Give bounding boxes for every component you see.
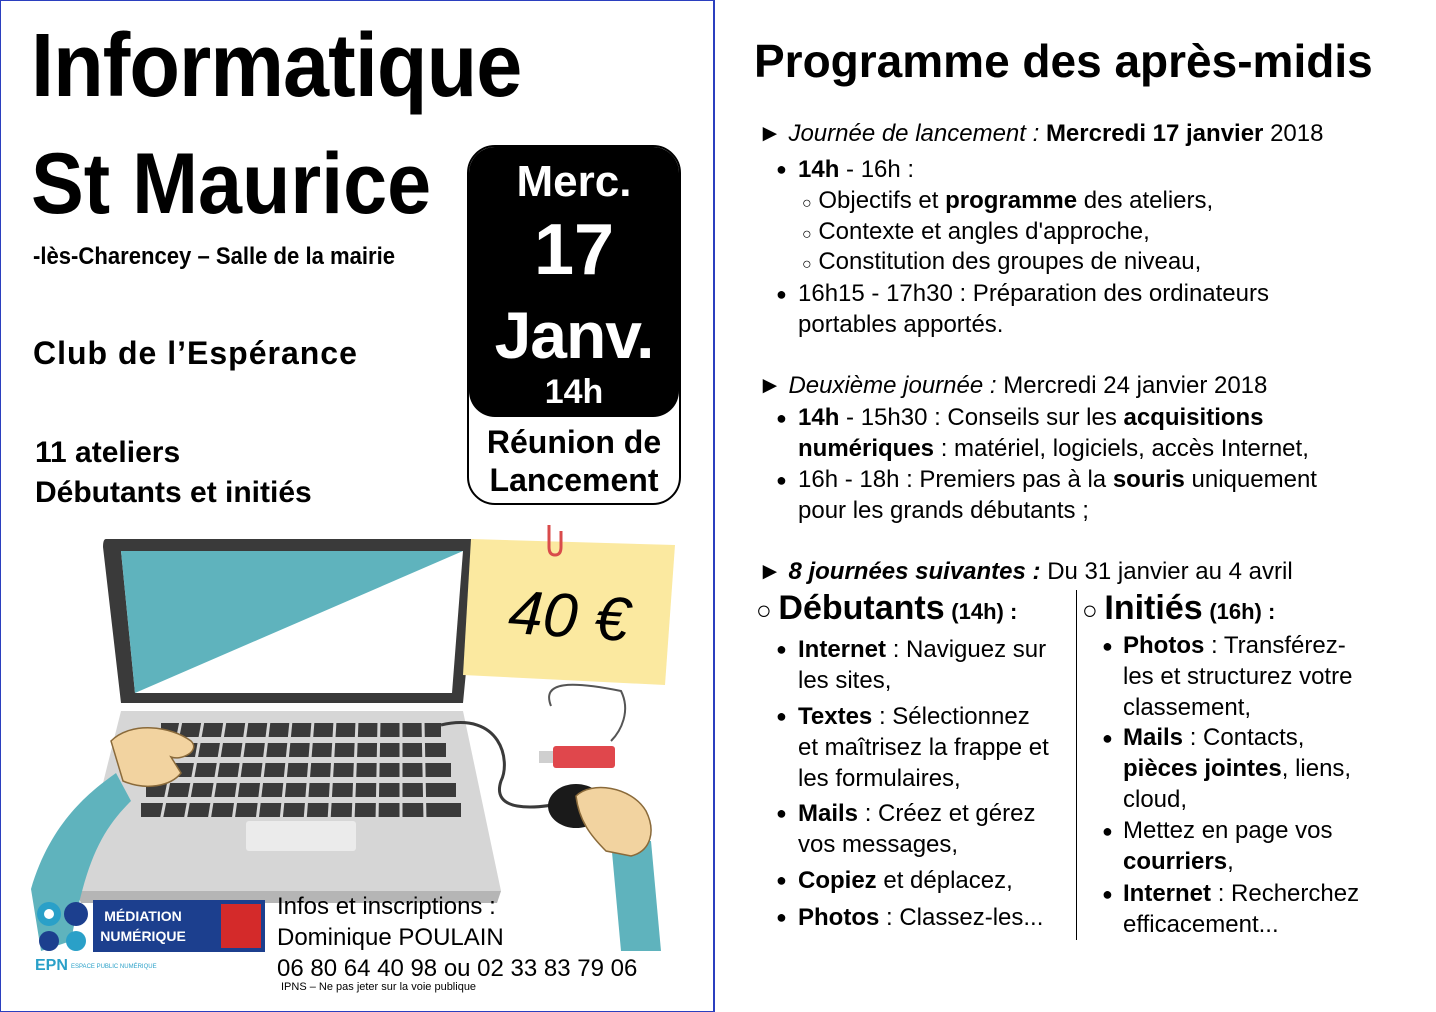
circle-bullet-icon: ○ [802,256,812,273]
right-page [718,0,1436,1012]
bullet-icon: ● [1102,884,1113,904]
left-page [0,0,715,1012]
s2-item1-mid: - 15h30 : Conseils sur les [846,404,1117,431]
init-item-bold: Internet [1123,880,1212,907]
section1-year: 2018 [1270,120,1324,147]
deb-item-internet [798,634,1046,696]
deb-item-textes [798,701,1049,794]
s2-item2-line2: pour les grands débutants ; [798,497,1089,524]
init-item-text: les et structurez votre [1123,663,1353,690]
inities-time: (16h) : [1209,599,1276,624]
bullet-icon: ● [776,870,787,890]
section1-header [758,118,1323,149]
event-line1: Réunion de [486,424,662,460]
init-item-mettez [1123,815,1332,877]
s1-item1-bold: 14h [798,156,840,183]
init-item-text: , liens, [1281,755,1352,782]
ateliers-line1: 11 ateliers [35,436,181,469]
bullet-icon: ● [1102,728,1113,748]
deb-item-text: les sites, [798,667,892,694]
section2-header [758,370,1267,401]
init-item-bold: Mails [1123,724,1184,751]
deb-item-text: : Naviguez sur [892,636,1047,663]
deb-item-bold: Copiez [798,867,877,894]
town-title: St Maurice [31,136,432,232]
section2-label: Deuxième journée : [788,372,997,399]
epn-sub: ESPACE PUBLIC NUMÉRIQUE [71,964,157,970]
date-month: Janv. [494,298,654,372]
region-flag-icon [221,904,261,948]
inities-title: Initiés [1104,589,1203,627]
s2-item2-post: uniquement [1191,466,1317,493]
column-divider [1076,590,1077,940]
s2-item1-l2-rest: : matériel, logiciels, accès Internet, [940,435,1309,462]
s2-item1-bold: 14h [798,404,840,431]
s1-sub2-text: Contexte et angles d'approche, [818,218,1150,245]
usb-cord [549,685,625,741]
arrow-icon: ► [758,558,782,585]
right-hand [576,788,651,856]
deb-item-text: et maîtrisez la frappe et [798,734,1049,761]
init-item-text: efficacement... [1123,911,1279,938]
init-item-text: : Recherchez [1217,880,1360,907]
bullet-icon: ● [776,470,787,490]
debutants-time: (14h) : [951,599,1018,624]
usb-plug [539,751,553,763]
deb-item-text: : Créez et gérez [864,800,1036,827]
circle-bullet-icon: ○ [802,226,812,243]
s1-item2 [798,278,1269,340]
bullet-icon: ● [776,639,787,659]
init-item-text: : Contacts, [1189,724,1305,751]
ipns-note: IPNS – Ne pas jeter sur la voie publique [281,981,477,993]
s2-item2 [798,464,1317,526]
s1-item2-line1: 16h15 - 17h30 : Préparation des ordinateurs [798,280,1269,307]
init-item-text: , [1227,848,1234,875]
init-item-bold: pièces jointes [1123,755,1282,782]
deb-item-text: vos messages, [798,831,959,858]
date-box [467,145,681,505]
section3-header [758,556,1293,587]
usb-key [553,746,615,768]
price-sticky-note [463,525,675,685]
date-number: 17 [533,210,615,290]
ateliers-text [35,433,312,513]
date-hour: 14h [544,373,604,411]
circle-bullet-icon: ○ [756,595,772,625]
deb-item-bold: Mails [798,800,859,827]
deb-item-bold: Internet [798,636,887,663]
init-item-text: cloud, [1123,786,1188,813]
deb-item-mails [798,798,1035,860]
s1-sub2 [802,216,1150,250]
bullet-icon: ● [776,284,787,304]
s2-item2-bold: souris [1112,466,1185,493]
deb-item-copiez [798,865,1013,896]
price-text: 40 € [506,577,632,656]
s1-sub1-bold: programme [945,187,1078,214]
s2-item1 [798,402,1309,464]
init-item-internet [1123,878,1359,940]
debutants-title: Débutants [778,589,945,627]
init-item-mails [1123,722,1351,815]
s1-sub1-pre: Objectifs et [818,187,939,214]
s1-sub1-post: des ateliers, [1083,187,1214,214]
event-line2: Lancement [489,462,659,498]
section3-label: 8 journées suivantes : [788,558,1041,585]
init-item-text: classement, [1123,694,1252,721]
infos-line1: Infos et inscriptions : [277,893,496,920]
deb-item-photos [798,902,1043,933]
logo-line2: NUMÉRIQUE [100,928,186,944]
init-item-bold: Photos [1123,632,1205,659]
bullet-icon: ● [1102,636,1113,656]
s2-item1-l2-bold: numériques [798,435,935,462]
program-title: Programme des après-midis [754,35,1373,87]
section2-date: Mercredi 24 janvier 2018 [1003,372,1268,399]
init-item-text: Mettez en page vos [1123,817,1333,844]
arrow-icon: ► [758,120,782,147]
infos-block [277,891,637,984]
bullet-icon: ● [776,159,787,179]
ateliers-line2: Débutants et initiés [35,476,312,509]
circle-bullet-icon: ○ [802,195,812,212]
init-item-photos [1123,630,1352,723]
infos-phones: 06 80 64 40 98 ou 02 33 83 79 06 [277,955,638,982]
init-item-bold: courriers [1123,848,1228,875]
date-header [469,147,679,417]
club-name: Club de l’Espérance [33,335,358,371]
s1-item1-rest: - 16h : [846,156,915,183]
s1-sub3-text: Constitution des groupes de niveau, [818,248,1202,275]
bullet-icon: ● [776,408,787,428]
arrow-icon: ► [758,372,782,399]
deb-item-text: les formulaires, [798,765,961,792]
s2-item2-pre: 16h - 18h : Premiers pas à la [798,466,1107,493]
deb-item-bold: Photos [798,904,880,931]
deb-item-text: et déplacez, [883,867,1013,894]
inities-header [1082,586,1275,634]
deb-item-text: : Classez-les... [886,904,1044,931]
infos-contact: Dominique POULAIN [277,924,504,951]
touchpad [246,821,356,851]
main-title: Informatique [31,16,522,116]
s1-item1 [798,154,914,185]
s1-item2-line2: portables apportés. [798,311,1004,338]
section1-date: Mercredi 17 janvier [1045,120,1264,147]
s1-sub1 [802,185,1213,219]
bullet-icon: ● [776,803,787,823]
s2-item1-bold2: acquisitions [1123,404,1264,431]
bullet-icon: ● [1102,821,1113,841]
circle-bullet-icon: ○ [1082,595,1098,625]
section3-date: Du 31 janvier au 4 avril [1047,558,1293,585]
deb-item-text: : Sélectionnez [878,703,1030,730]
mediation-numerique-logo [31,896,271,976]
section1-label: Journée de lancement : [788,120,1040,147]
epn-label: EPN [35,957,68,974]
init-item-text: : Transférez- [1211,632,1346,659]
bullet-icon: ● [776,706,787,726]
logo-line1: MÉDIATION [104,908,182,924]
town-subtitle: -lès-Charencey – Salle de la mairie [33,243,396,270]
date-event [469,423,679,499]
deb-item-bold: Textes [798,703,873,730]
bullet-icon: ● [776,907,787,927]
s1-sub3 [802,246,1201,280]
date-day: Merc. [516,157,632,206]
debutants-header [756,586,1017,634]
